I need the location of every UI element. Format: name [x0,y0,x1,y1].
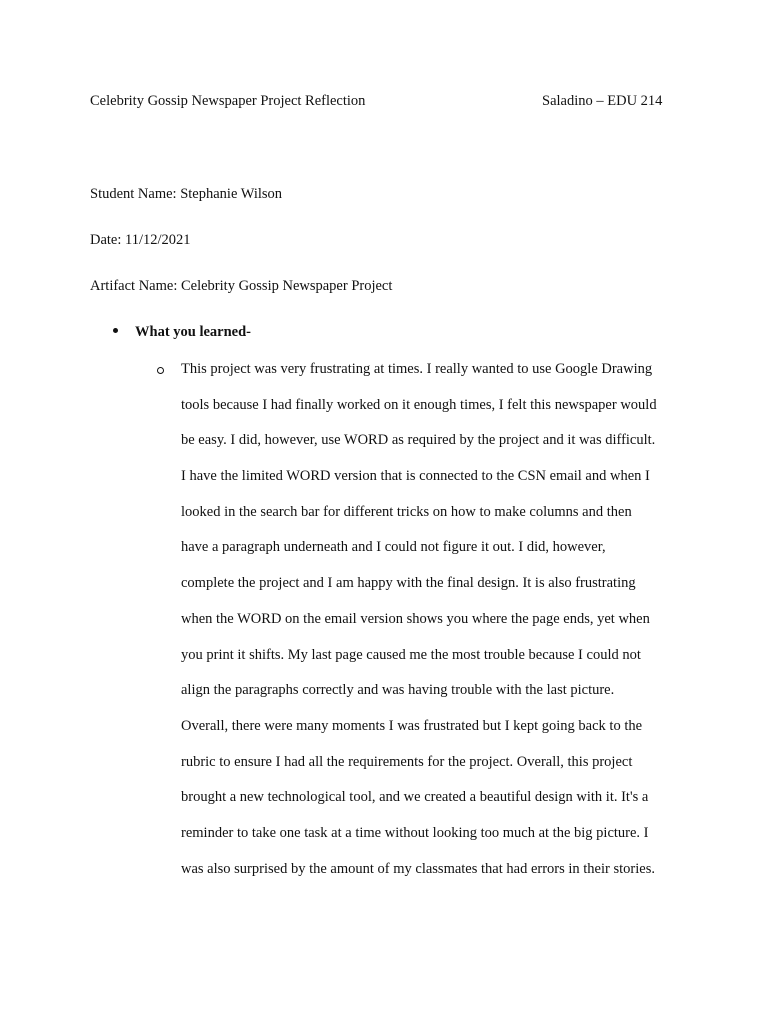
document-title: Celebrity Gossip Newspaper Project Reflection [90,93,366,109]
paragraph-line: be easy. I did, however, use WORD as required by the project and it was difficult. [181,432,656,449]
paragraph-line: when the WORD on the email version shows you where the page ends, yet when [181,610,650,627]
paragraph-line: This project was very frustrating at times. I really wanted to use Google Drawing [181,361,653,377]
date-line: Date: 11/12/2021 [90,232,191,248]
paragraph-line: looked in the search bar for different tricks on how to make columns and then [181,503,632,520]
paragraph-line: have a paragraph underneath and I could not figure it out. I did, however, [181,539,606,556]
artifact-name: Artifact Name: Celebrity Gossip Newspaper Project [90,278,393,294]
section-bullet [113,324,251,341]
paragraph-line: rubric to ensure I had all the requirements for the project. Overall, this project [181,753,633,770]
paragraph-line: I have the limited WORD version that is connected to the CSN email and when I [181,468,650,485]
hollow-bullet-icon [157,367,164,374]
section-heading: What you learned- [135,324,251,340]
reflection-paragraph [181,359,691,894]
course-label: Saladino – EDU 214 [542,93,663,109]
paragraph-line: you print it shifts. My last page caused me the most trouble because I could not [181,646,641,663]
paragraph-line: Overall, there were many moments I was frustrated but I kept going back to the [181,717,643,734]
paragraph-line: complete the project and I am happy with the final design. It is also frustrating [181,575,636,592]
bullet-dot-icon [113,328,118,333]
paragraph-line: align the paragraphs correctly and was having trouble with the last picture. [181,682,615,699]
paragraph-line: brought a new technological tool, and we created a beautiful design with it. It's a [181,789,649,806]
paragraph-line: reminder to take one task at a time without looking too much at the big picture. I [181,824,649,841]
paragraph-line: was also surprised by the amount of my classmates that had errors in their stories. [181,860,655,877]
paragraph-line: tools because I had finally worked on it enough times, I felt this newspaper would [181,396,657,413]
student-name: Student Name: Stephanie Wilson [90,186,283,202]
